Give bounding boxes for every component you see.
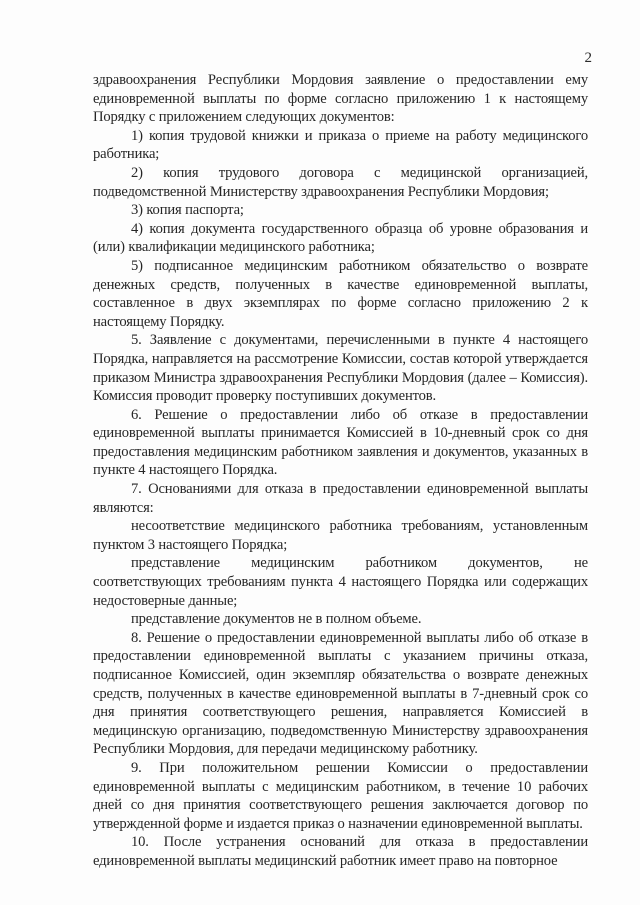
paragraph: 5) подписанное медицинским работником обязательство о возврате денежных средств, полученных в качестве единовременной выплаты, составленное в двух экземплярах по форме согласно приложению 2 к настоящему Порядку. [93,257,588,330]
paragraph: представление медицинским работником документов, не соответствующих требованиям пункта 4 настоящего Порядка или содержащих недостоверные данные; [93,555,588,609]
paragraph: 2) копия трудового договора с медицинской организацией, подведомственной Министерству здравоохранения Республики Мордовия; [93,164,588,200]
paragraph: 4) копия документа государственного образца об уровне образования и (или) квалификации медицинского работника; [93,220,588,256]
paragraph: 9. При положительном решении Комиссии о предоставлении единовременной выплаты с медицинским работником, в течение 10 рабочих дней со дня принятия соответствующего решения заключается договор по утвержденной форме и издается приказ о назначении единовременной выплаты. [93,759,588,832]
paragraph: 3) копия паспорта; [131,202,244,219]
paragraph: 8. Решение о предоставлении единовременной выплаты либо об отказе в предоставлении единовременной выплаты с указанием причины отказа, подписанное Комиссией, один экземпляр обязательства о возврате денежных средств, полученных в качестве единовременной выплаты в 7-дневный срок со дня принятия соответствующего решения, направляется Комиссией в медицинскую организацию, подведомственную Министерству здравоохранения Республики Мордовия, для передачи медицинскому работнику. [93,629,588,758]
document-body [93,71,588,871]
paragraph: 6. Решение о предоставлении либо об отказе в предоставлении единовременной выплаты принимается Комиссией в 10-дневный срок со дня предоставления медицинским работником заявления и документов, указанных в пункте 4 настоящего Порядка. [93,406,588,479]
page-number: 2 [584,50,592,66]
paragraph: 7. Основаниями для отказа в предоставлении единовременной выплаты являются: [93,481,588,516]
paragraph: 1) копия трудовой книжки и приказа о приеме на работу медицинского работника; [93,127,588,163]
paragraph: здравоохранения Республики Мордовия заявление о предоставлении ему единовременной выплаты по форме согласно приложению 1 к настоящему Порядку с приложением следующих документов: [93,72,588,126]
paragraph: 5. Заявление с документами, перечисленными в пункте 4 настоящего Порядка, направляется на рассмотрение Комиссии, состав которой утверждается приказом Министра здравоохранения Республики Мордовия (далее – Комиссия). Комиссия проводит проверку поступивших документов. [93,332,588,405]
paragraph: несоответствие медицинского работника требованиям, установленным пунктом 3 настоящего Порядка; [93,518,588,553]
paragraph: 10. После устранения оснований для отказа в предоставлении единовременной выплаты медицинский работник имеет право на повторное [93,834,588,869]
paragraph: представление документов не в полном объеме. [131,611,422,628]
